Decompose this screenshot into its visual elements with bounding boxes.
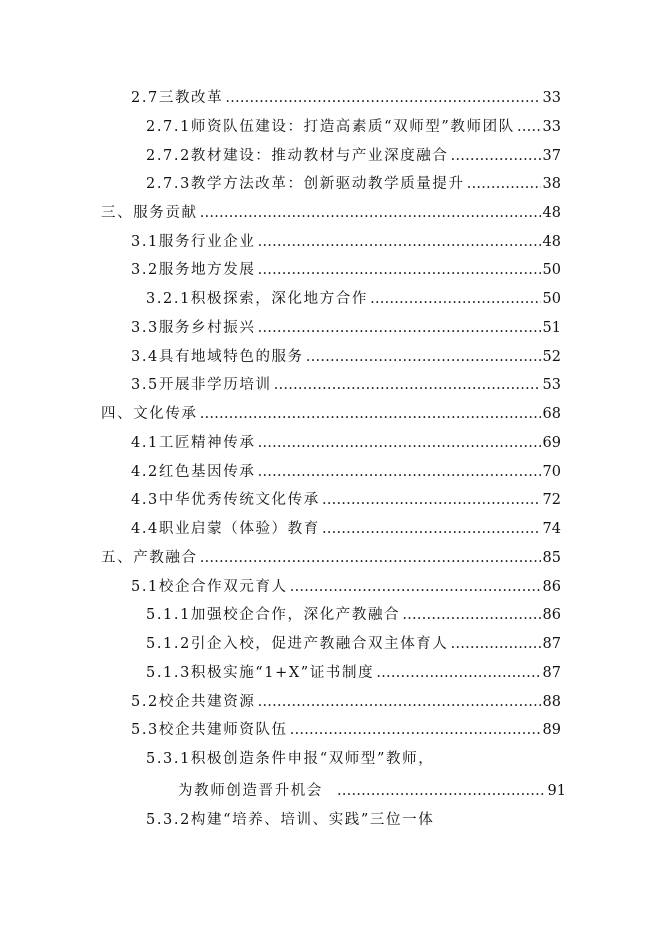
toc-entry-page: 86: [542, 579, 561, 595]
toc-entry[interactable]: [131, 258, 561, 282]
toc-entry[interactable]: [146, 661, 561, 685]
toc-entry[interactable]: [131, 488, 561, 512]
toc-entry-page: 70: [542, 464, 561, 480]
toc-entry[interactable]: [131, 575, 561, 599]
toc-entry-page: 37: [542, 148, 561, 164]
toc-entry-page: 91: [547, 783, 566, 799]
toc-entry[interactable]: [146, 144, 561, 168]
toc-entry[interactable]: [131, 431, 561, 455]
toc-entry[interactable]: [131, 86, 561, 110]
toc-entry-page: 48: [542, 205, 561, 221]
toc-entry-page: 86: [542, 607, 561, 623]
toc-entry-page: 87: [542, 636, 561, 652]
toc-entry[interactable]: [131, 517, 561, 541]
toc-leader-dots: [225, 90, 540, 106]
toc-leader-dots: [257, 320, 540, 336]
toc-entry[interactable]: [146, 747, 434, 771]
toc-leader-dots: [451, 636, 541, 652]
toc-entry[interactable]: [131, 690, 561, 714]
toc-entry-page: 69: [542, 435, 561, 451]
toc-leader-dots: [257, 262, 540, 278]
toc-leader-dots: [274, 377, 541, 393]
toc-leader-dots: [306, 349, 541, 365]
toc-entry-page: 33: [542, 119, 561, 135]
toc-leader-dots: [200, 550, 541, 566]
toc-leader-dots: [451, 148, 541, 164]
toc-entry-title: 4.2红色基因传承: [131, 464, 256, 480]
toc-entry-title: 2.7三教改革: [131, 90, 224, 106]
toc-entry-title: 三、服务贡献: [101, 205, 198, 221]
toc-leader-dots: [322, 492, 541, 508]
toc-entry-title: 5.1.1加强校企合作，深化产教融合: [146, 607, 401, 623]
toc-entry-title: 四、文化传承: [101, 406, 198, 422]
toc-entry-title: 3.1服务行业企业: [131, 234, 256, 250]
toc-leader-dots: [370, 291, 541, 307]
toc-leader-dots: [257, 464, 540, 480]
toc-entry-page: 72: [542, 492, 561, 508]
toc-leader-dots: [290, 579, 541, 595]
toc-entry-page: 50: [542, 291, 561, 307]
toc-leader-dots: [467, 176, 541, 192]
toc-entry-page: 68: [542, 406, 561, 422]
toc-entry-title: 4.3中华优秀传统文化传承: [131, 492, 320, 508]
toc-entry[interactable]: [131, 718, 561, 742]
toc-entry-title: 5.3校企共建师资队伍: [131, 722, 288, 738]
toc-leader-dots: [257, 435, 540, 451]
toc-entry[interactable]: [178, 779, 566, 803]
toc-entry-page: 33: [542, 90, 561, 106]
toc-entry-title: 2.7.2教材建设：推动教材与产业深度融合: [146, 148, 449, 164]
toc-entry-title: 5.2校企共建资源: [131, 694, 256, 710]
toc-entry-title: 5.1校企合作双元育人: [131, 579, 288, 595]
toc-entry[interactable]: [146, 632, 561, 656]
toc-leader-dots: [337, 783, 546, 799]
toc-entry-page: 51: [542, 320, 561, 336]
toc-entry-title: 5.3.2构建“培养、培训、实践”三位一体: [146, 812, 435, 828]
toc-entry[interactable]: [131, 373, 561, 397]
toc-entry[interactable]: [146, 115, 561, 139]
toc-leader-dots: [257, 234, 540, 250]
toc-entry-title: 3.5开展非学历培训: [131, 377, 272, 393]
toc-entry-page: 53: [542, 377, 561, 393]
toc-leader-dots: [200, 205, 541, 221]
toc-entry-title: 3.3服务乡村振兴: [131, 320, 256, 336]
toc-entry-title: 5.1.2引企入校，促进产教融合双主体育人: [146, 636, 449, 652]
toc-entry-page: 38: [542, 176, 561, 192]
toc-leader-dots: [402, 607, 540, 623]
toc-leader-dots: [376, 665, 540, 681]
toc-entry[interactable]: [131, 460, 561, 484]
toc-entry-title: 3.2服务地方发展: [131, 262, 256, 278]
toc-entry-title: 为教师创造晋升机会: [178, 783, 323, 799]
toc-entry[interactable]: [146, 808, 434, 832]
toc-entry[interactable]: [101, 201, 561, 225]
toc-entry-page: 52: [542, 349, 561, 365]
toc-leader-dots: [290, 722, 541, 738]
toc-entry[interactable]: [146, 603, 561, 627]
toc-entry-title: 4.1工匠精神传承: [131, 435, 256, 451]
toc-entry[interactable]: [131, 316, 561, 340]
toc-entry-page: 88: [542, 694, 561, 710]
toc-leader-dots: [200, 406, 541, 422]
toc-entry-page: 89: [542, 722, 561, 738]
toc-leader-dots: [517, 119, 541, 135]
toc-entry[interactable]: [101, 546, 561, 570]
toc-entry-title: 2.7.3教学方法改革：创新驱动教学质量提升: [146, 176, 465, 192]
toc-entry-title: 5.1.3积极实施“1+X”证书制度: [146, 665, 375, 681]
toc-entry-title: 2.7.1师资队伍建设：打造高素质“双师型”教师团队: [146, 119, 515, 135]
toc-entry[interactable]: [131, 345, 561, 369]
toc-entry[interactable]: [146, 287, 561, 311]
toc-entry-title: 3.4具有地域特色的服务: [131, 349, 304, 365]
toc-entry-page: 50: [542, 262, 561, 278]
toc-leader-dots: [257, 694, 540, 710]
toc-entry-page: 87: [542, 665, 561, 681]
toc-entry[interactable]: [101, 402, 561, 426]
toc-entry-page: 85: [542, 550, 561, 566]
toc-entry-title: 5.3.1积极创造条件申报“双师型”教师，: [146, 751, 435, 767]
toc-entry-page: 48: [542, 234, 561, 250]
toc-leader-dots: [322, 521, 541, 537]
toc-entry-title: 3.2.1积极探索，深化地方合作: [146, 291, 368, 307]
toc-entry-page: 74: [542, 521, 561, 537]
toc-entry-title: 4.4职业启蒙（体验）教育: [131, 521, 320, 537]
toc-entry[interactable]: [131, 230, 561, 254]
toc-entry-title: 五、产教融合: [101, 550, 198, 566]
toc-entry[interactable]: [146, 172, 561, 196]
